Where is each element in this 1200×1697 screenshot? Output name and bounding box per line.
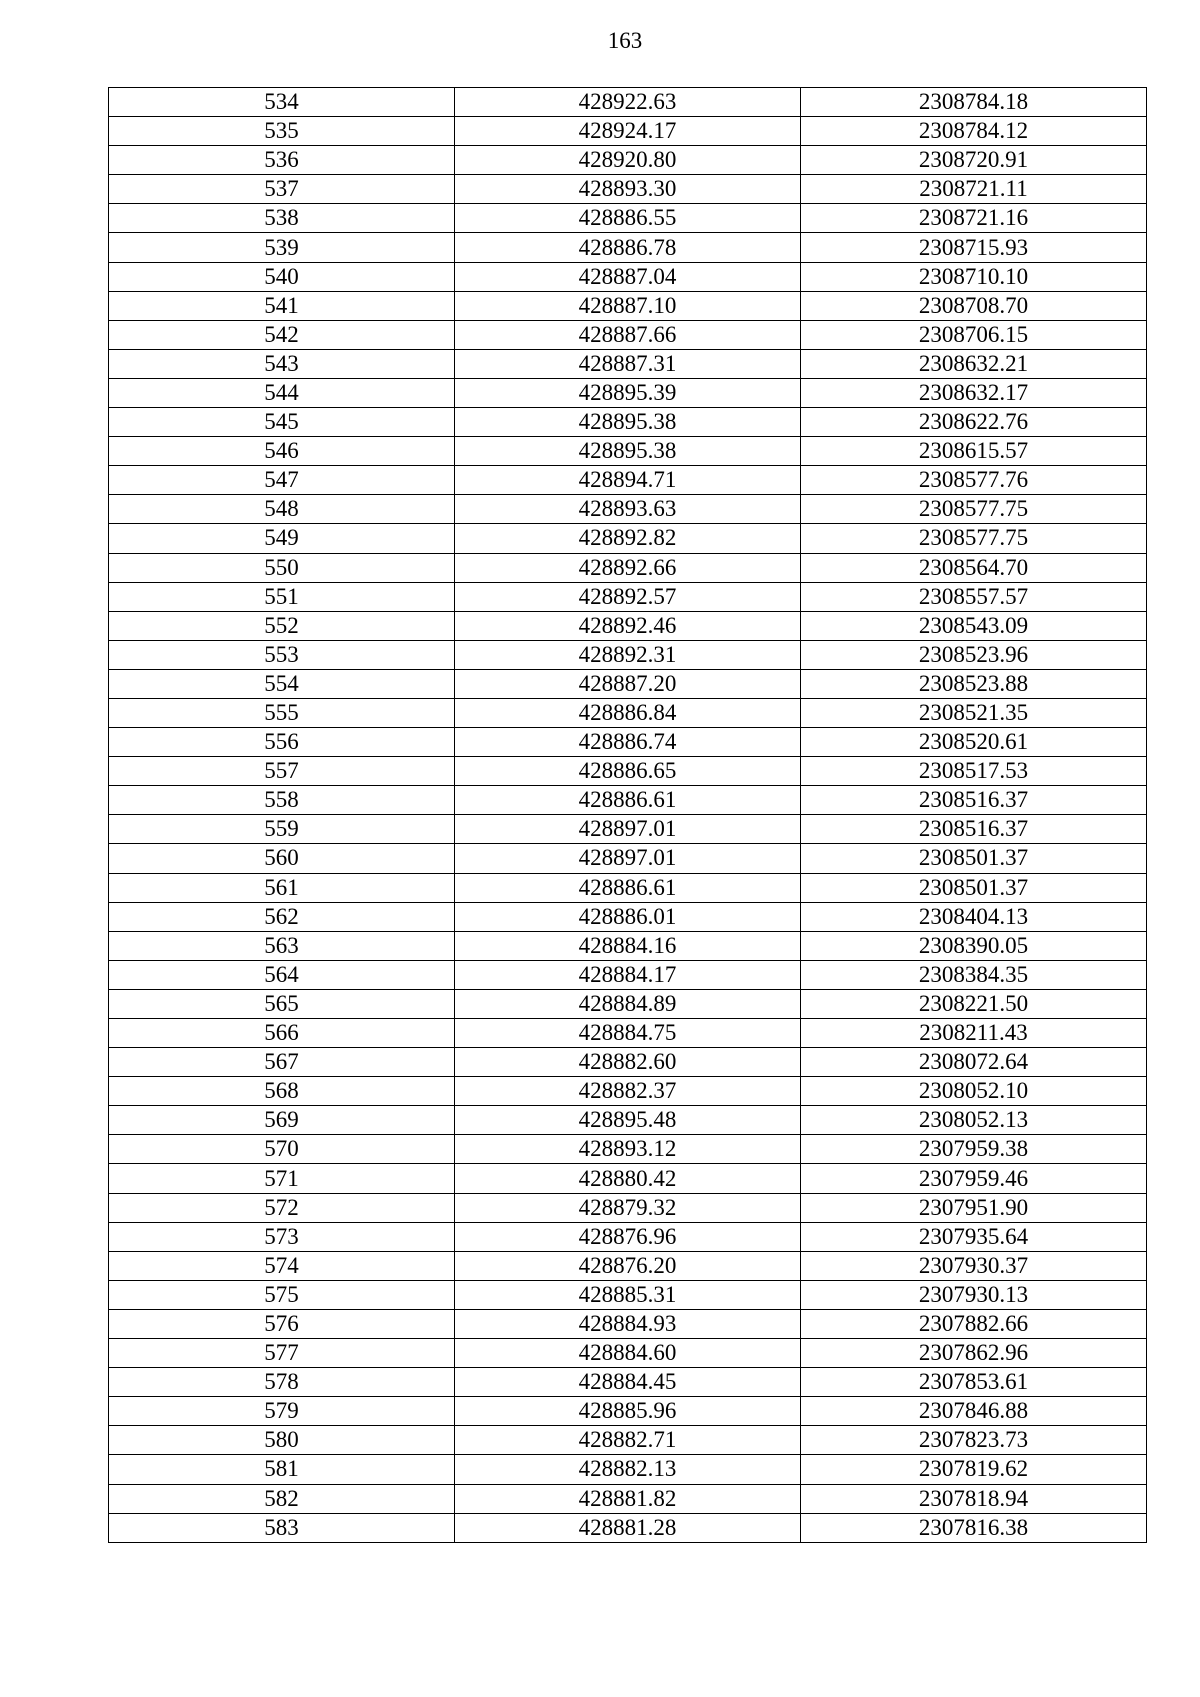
x-coordinate-cell: 428897.01 [455, 844, 801, 873]
y-coordinate-cell: 2308516.37 [801, 786, 1147, 815]
y-coordinate-cell: 2308615.57 [801, 437, 1147, 466]
point-number-cell: 548 [109, 495, 455, 524]
table-row [109, 262, 1147, 291]
table-row [109, 873, 1147, 902]
y-coordinate-cell: 2308211.43 [801, 1019, 1147, 1048]
x-coordinate-cell: 428885.31 [455, 1280, 801, 1309]
point-number-cell: 541 [109, 291, 455, 320]
table-row [109, 960, 1147, 989]
point-number-cell: 577 [109, 1339, 455, 1368]
table-row [109, 611, 1147, 640]
point-number-cell: 543 [109, 349, 455, 378]
x-coordinate-cell: 428887.10 [455, 291, 801, 320]
coordinates-table [108, 87, 1147, 1543]
y-coordinate-cell: 2308520.61 [801, 728, 1147, 757]
point-number-cell: 558 [109, 786, 455, 815]
point-number-cell: 536 [109, 146, 455, 175]
x-coordinate-cell: 428894.71 [455, 466, 801, 495]
table-row [109, 291, 1147, 320]
y-coordinate-cell: 2307862.96 [801, 1339, 1147, 1368]
table-row [109, 204, 1147, 233]
y-coordinate-cell: 2308384.35 [801, 960, 1147, 989]
table-row [109, 1164, 1147, 1193]
table-row [109, 1077, 1147, 1106]
y-coordinate-cell: 2308721.16 [801, 204, 1147, 233]
y-coordinate-cell: 2308072.64 [801, 1048, 1147, 1077]
x-coordinate-cell: 428882.13 [455, 1455, 801, 1484]
y-coordinate-cell: 2307930.37 [801, 1251, 1147, 1280]
point-number-cell: 539 [109, 233, 455, 262]
point-number-cell: 568 [109, 1077, 455, 1106]
point-number-cell: 540 [109, 262, 455, 291]
point-number-cell: 581 [109, 1455, 455, 1484]
point-number-cell: 537 [109, 175, 455, 204]
table-row [109, 553, 1147, 582]
y-coordinate-cell: 2308721.11 [801, 175, 1147, 204]
x-coordinate-cell: 428895.38 [455, 408, 801, 437]
table-row [109, 466, 1147, 495]
point-number-cell: 567 [109, 1048, 455, 1077]
table-row [109, 1193, 1147, 1222]
x-coordinate-cell: 428884.93 [455, 1309, 801, 1338]
y-coordinate-cell: 2308501.37 [801, 844, 1147, 873]
point-number-cell: 554 [109, 669, 455, 698]
x-coordinate-cell: 428879.32 [455, 1193, 801, 1222]
y-coordinate-cell: 2308523.88 [801, 669, 1147, 698]
table-row [109, 902, 1147, 931]
y-coordinate-cell: 2307882.66 [801, 1309, 1147, 1338]
table-row [109, 175, 1147, 204]
x-coordinate-cell: 428885.96 [455, 1397, 801, 1426]
y-coordinate-cell: 2308622.76 [801, 408, 1147, 437]
y-coordinate-cell: 2307816.38 [801, 1513, 1147, 1542]
x-coordinate-cell: 428881.28 [455, 1513, 801, 1542]
point-number-cell: 549 [109, 524, 455, 553]
x-coordinate-cell: 428892.46 [455, 611, 801, 640]
y-coordinate-cell: 2307959.38 [801, 1135, 1147, 1164]
x-coordinate-cell: 428886.61 [455, 786, 801, 815]
x-coordinate-cell: 428887.31 [455, 349, 801, 378]
point-number-cell: 546 [109, 437, 455, 466]
table-row [109, 757, 1147, 786]
y-coordinate-cell: 2308577.75 [801, 495, 1147, 524]
point-number-cell: 574 [109, 1251, 455, 1280]
table-row [109, 640, 1147, 669]
table-row [109, 437, 1147, 466]
y-coordinate-cell: 2308784.12 [801, 117, 1147, 146]
x-coordinate-cell: 428882.37 [455, 1077, 801, 1106]
y-coordinate-cell: 2308632.17 [801, 378, 1147, 407]
y-coordinate-cell: 2308390.05 [801, 931, 1147, 960]
point-number-cell: 542 [109, 320, 455, 349]
y-coordinate-cell: 2308784.18 [801, 88, 1147, 117]
x-coordinate-cell: 428880.42 [455, 1164, 801, 1193]
x-coordinate-cell: 428884.16 [455, 931, 801, 960]
x-coordinate-cell: 428924.17 [455, 117, 801, 146]
x-coordinate-cell: 428887.04 [455, 262, 801, 291]
y-coordinate-cell: 2307959.46 [801, 1164, 1147, 1193]
table-row [109, 1019, 1147, 1048]
table-row [109, 146, 1147, 175]
point-number-cell: 583 [109, 1513, 455, 1542]
point-number-cell: 535 [109, 117, 455, 146]
x-coordinate-cell: 428884.60 [455, 1339, 801, 1368]
y-coordinate-cell: 2307853.61 [801, 1368, 1147, 1397]
y-coordinate-cell: 2307930.13 [801, 1280, 1147, 1309]
point-number-cell: 550 [109, 553, 455, 582]
point-number-cell: 555 [109, 698, 455, 727]
x-coordinate-cell: 428886.55 [455, 204, 801, 233]
point-number-cell: 571 [109, 1164, 455, 1193]
point-number-cell: 547 [109, 466, 455, 495]
y-coordinate-cell: 2307935.64 [801, 1222, 1147, 1251]
table-row [109, 1106, 1147, 1135]
x-coordinate-cell: 428884.45 [455, 1368, 801, 1397]
point-number-cell: 565 [109, 989, 455, 1018]
point-number-cell: 545 [109, 408, 455, 437]
y-coordinate-cell: 2308517.53 [801, 757, 1147, 786]
table-row [109, 1484, 1147, 1513]
point-number-cell: 553 [109, 640, 455, 669]
y-coordinate-cell: 2308710.10 [801, 262, 1147, 291]
y-coordinate-cell: 2308632.21 [801, 349, 1147, 378]
table-row [109, 669, 1147, 698]
y-coordinate-cell: 2308720.91 [801, 146, 1147, 175]
table-row [109, 698, 1147, 727]
x-coordinate-cell: 428882.71 [455, 1426, 801, 1455]
table-row [109, 1222, 1147, 1251]
point-number-cell: 579 [109, 1397, 455, 1426]
page-number: 163 [607, 28, 643, 53]
point-number-cell: 560 [109, 844, 455, 873]
y-coordinate-cell: 2308577.76 [801, 466, 1147, 495]
x-coordinate-cell: 428892.66 [455, 553, 801, 582]
table-row [109, 524, 1147, 553]
table-row [109, 582, 1147, 611]
table-row [109, 1368, 1147, 1397]
x-coordinate-cell: 428895.39 [455, 378, 801, 407]
x-coordinate-cell: 428892.31 [455, 640, 801, 669]
coordinates-table-body [109, 88, 1147, 1543]
point-number-cell: 559 [109, 815, 455, 844]
y-coordinate-cell: 2308501.37 [801, 873, 1147, 902]
table-row [109, 931, 1147, 960]
x-coordinate-cell: 428886.74 [455, 728, 801, 757]
table-row [109, 989, 1147, 1018]
x-coordinate-cell: 428893.63 [455, 495, 801, 524]
table-row [109, 88, 1147, 117]
y-coordinate-cell: 2307818.94 [801, 1484, 1147, 1513]
point-number-cell: 570 [109, 1135, 455, 1164]
x-coordinate-cell: 428884.75 [455, 1019, 801, 1048]
x-coordinate-cell: 428892.57 [455, 582, 801, 611]
table-row [109, 1309, 1147, 1338]
point-number-cell: 575 [109, 1280, 455, 1309]
x-coordinate-cell: 428884.17 [455, 960, 801, 989]
y-coordinate-cell: 2308052.13 [801, 1106, 1147, 1135]
table-row [109, 844, 1147, 873]
point-number-cell: 573 [109, 1222, 455, 1251]
table-row [109, 1135, 1147, 1164]
table-row [109, 408, 1147, 437]
point-number-cell: 563 [109, 931, 455, 960]
x-coordinate-cell: 428920.80 [455, 146, 801, 175]
y-coordinate-cell: 2307823.73 [801, 1426, 1147, 1455]
point-number-cell: 582 [109, 1484, 455, 1513]
table-row [109, 1455, 1147, 1484]
x-coordinate-cell: 428897.01 [455, 815, 801, 844]
table-row [109, 786, 1147, 815]
point-number-cell: 534 [109, 88, 455, 117]
y-coordinate-cell: 2308715.93 [801, 233, 1147, 262]
table-row [109, 728, 1147, 757]
y-coordinate-cell: 2308052.10 [801, 1077, 1147, 1106]
table-row [109, 1251, 1147, 1280]
point-number-cell: 564 [109, 960, 455, 989]
x-coordinate-cell: 428886.65 [455, 757, 801, 786]
table-row [109, 1397, 1147, 1426]
x-coordinate-cell: 428886.61 [455, 873, 801, 902]
y-coordinate-cell: 2308543.09 [801, 611, 1147, 640]
table-row [109, 1280, 1147, 1309]
x-coordinate-cell: 428884.89 [455, 989, 801, 1018]
table-row [109, 1339, 1147, 1368]
point-number-cell: 578 [109, 1368, 455, 1397]
y-coordinate-cell: 2308404.13 [801, 902, 1147, 931]
table-row [109, 117, 1147, 146]
y-coordinate-cell: 2308557.57 [801, 582, 1147, 611]
table-row [109, 320, 1147, 349]
x-coordinate-cell: 428893.30 [455, 175, 801, 204]
point-number-cell: 569 [109, 1106, 455, 1135]
point-number-cell: 557 [109, 757, 455, 786]
y-coordinate-cell: 2308577.75 [801, 524, 1147, 553]
point-number-cell: 551 [109, 582, 455, 611]
x-coordinate-cell: 428876.20 [455, 1251, 801, 1280]
table-row [109, 349, 1147, 378]
x-coordinate-cell: 428886.01 [455, 902, 801, 931]
y-coordinate-cell: 2308516.37 [801, 815, 1147, 844]
x-coordinate-cell: 428892.82 [455, 524, 801, 553]
y-coordinate-cell: 2307951.90 [801, 1193, 1147, 1222]
x-coordinate-cell: 428895.38 [455, 437, 801, 466]
x-coordinate-cell: 428882.60 [455, 1048, 801, 1077]
point-number-cell: 576 [109, 1309, 455, 1338]
y-coordinate-cell: 2307819.62 [801, 1455, 1147, 1484]
x-coordinate-cell: 428876.96 [455, 1222, 801, 1251]
table-row [109, 378, 1147, 407]
x-coordinate-cell: 428886.84 [455, 698, 801, 727]
point-number-cell: 566 [109, 1019, 455, 1048]
point-number-cell: 552 [109, 611, 455, 640]
table-row [109, 1426, 1147, 1455]
table-row [109, 1048, 1147, 1077]
x-coordinate-cell: 428881.82 [455, 1484, 801, 1513]
y-coordinate-cell: 2308706.15 [801, 320, 1147, 349]
y-coordinate-cell: 2308521.35 [801, 698, 1147, 727]
point-number-cell: 544 [109, 378, 455, 407]
table-row [109, 495, 1147, 524]
point-number-cell: 556 [109, 728, 455, 757]
x-coordinate-cell: 428887.66 [455, 320, 801, 349]
point-number-cell: 561 [109, 873, 455, 902]
table-row [109, 233, 1147, 262]
table-row [109, 1513, 1147, 1542]
point-number-cell: 572 [109, 1193, 455, 1222]
x-coordinate-cell: 428922.63 [455, 88, 801, 117]
x-coordinate-cell: 428887.20 [455, 669, 801, 698]
x-coordinate-cell: 428886.78 [455, 233, 801, 262]
y-coordinate-cell: 2308221.50 [801, 989, 1147, 1018]
x-coordinate-cell: 428893.12 [455, 1135, 801, 1164]
point-number-cell: 538 [109, 204, 455, 233]
y-coordinate-cell: 2308564.70 [801, 553, 1147, 582]
y-coordinate-cell: 2308708.70 [801, 291, 1147, 320]
point-number-cell: 562 [109, 902, 455, 931]
y-coordinate-cell: 2308523.96 [801, 640, 1147, 669]
x-coordinate-cell: 428895.48 [455, 1106, 801, 1135]
y-coordinate-cell: 2307846.88 [801, 1397, 1147, 1426]
point-number-cell: 580 [109, 1426, 455, 1455]
table-row [109, 815, 1147, 844]
